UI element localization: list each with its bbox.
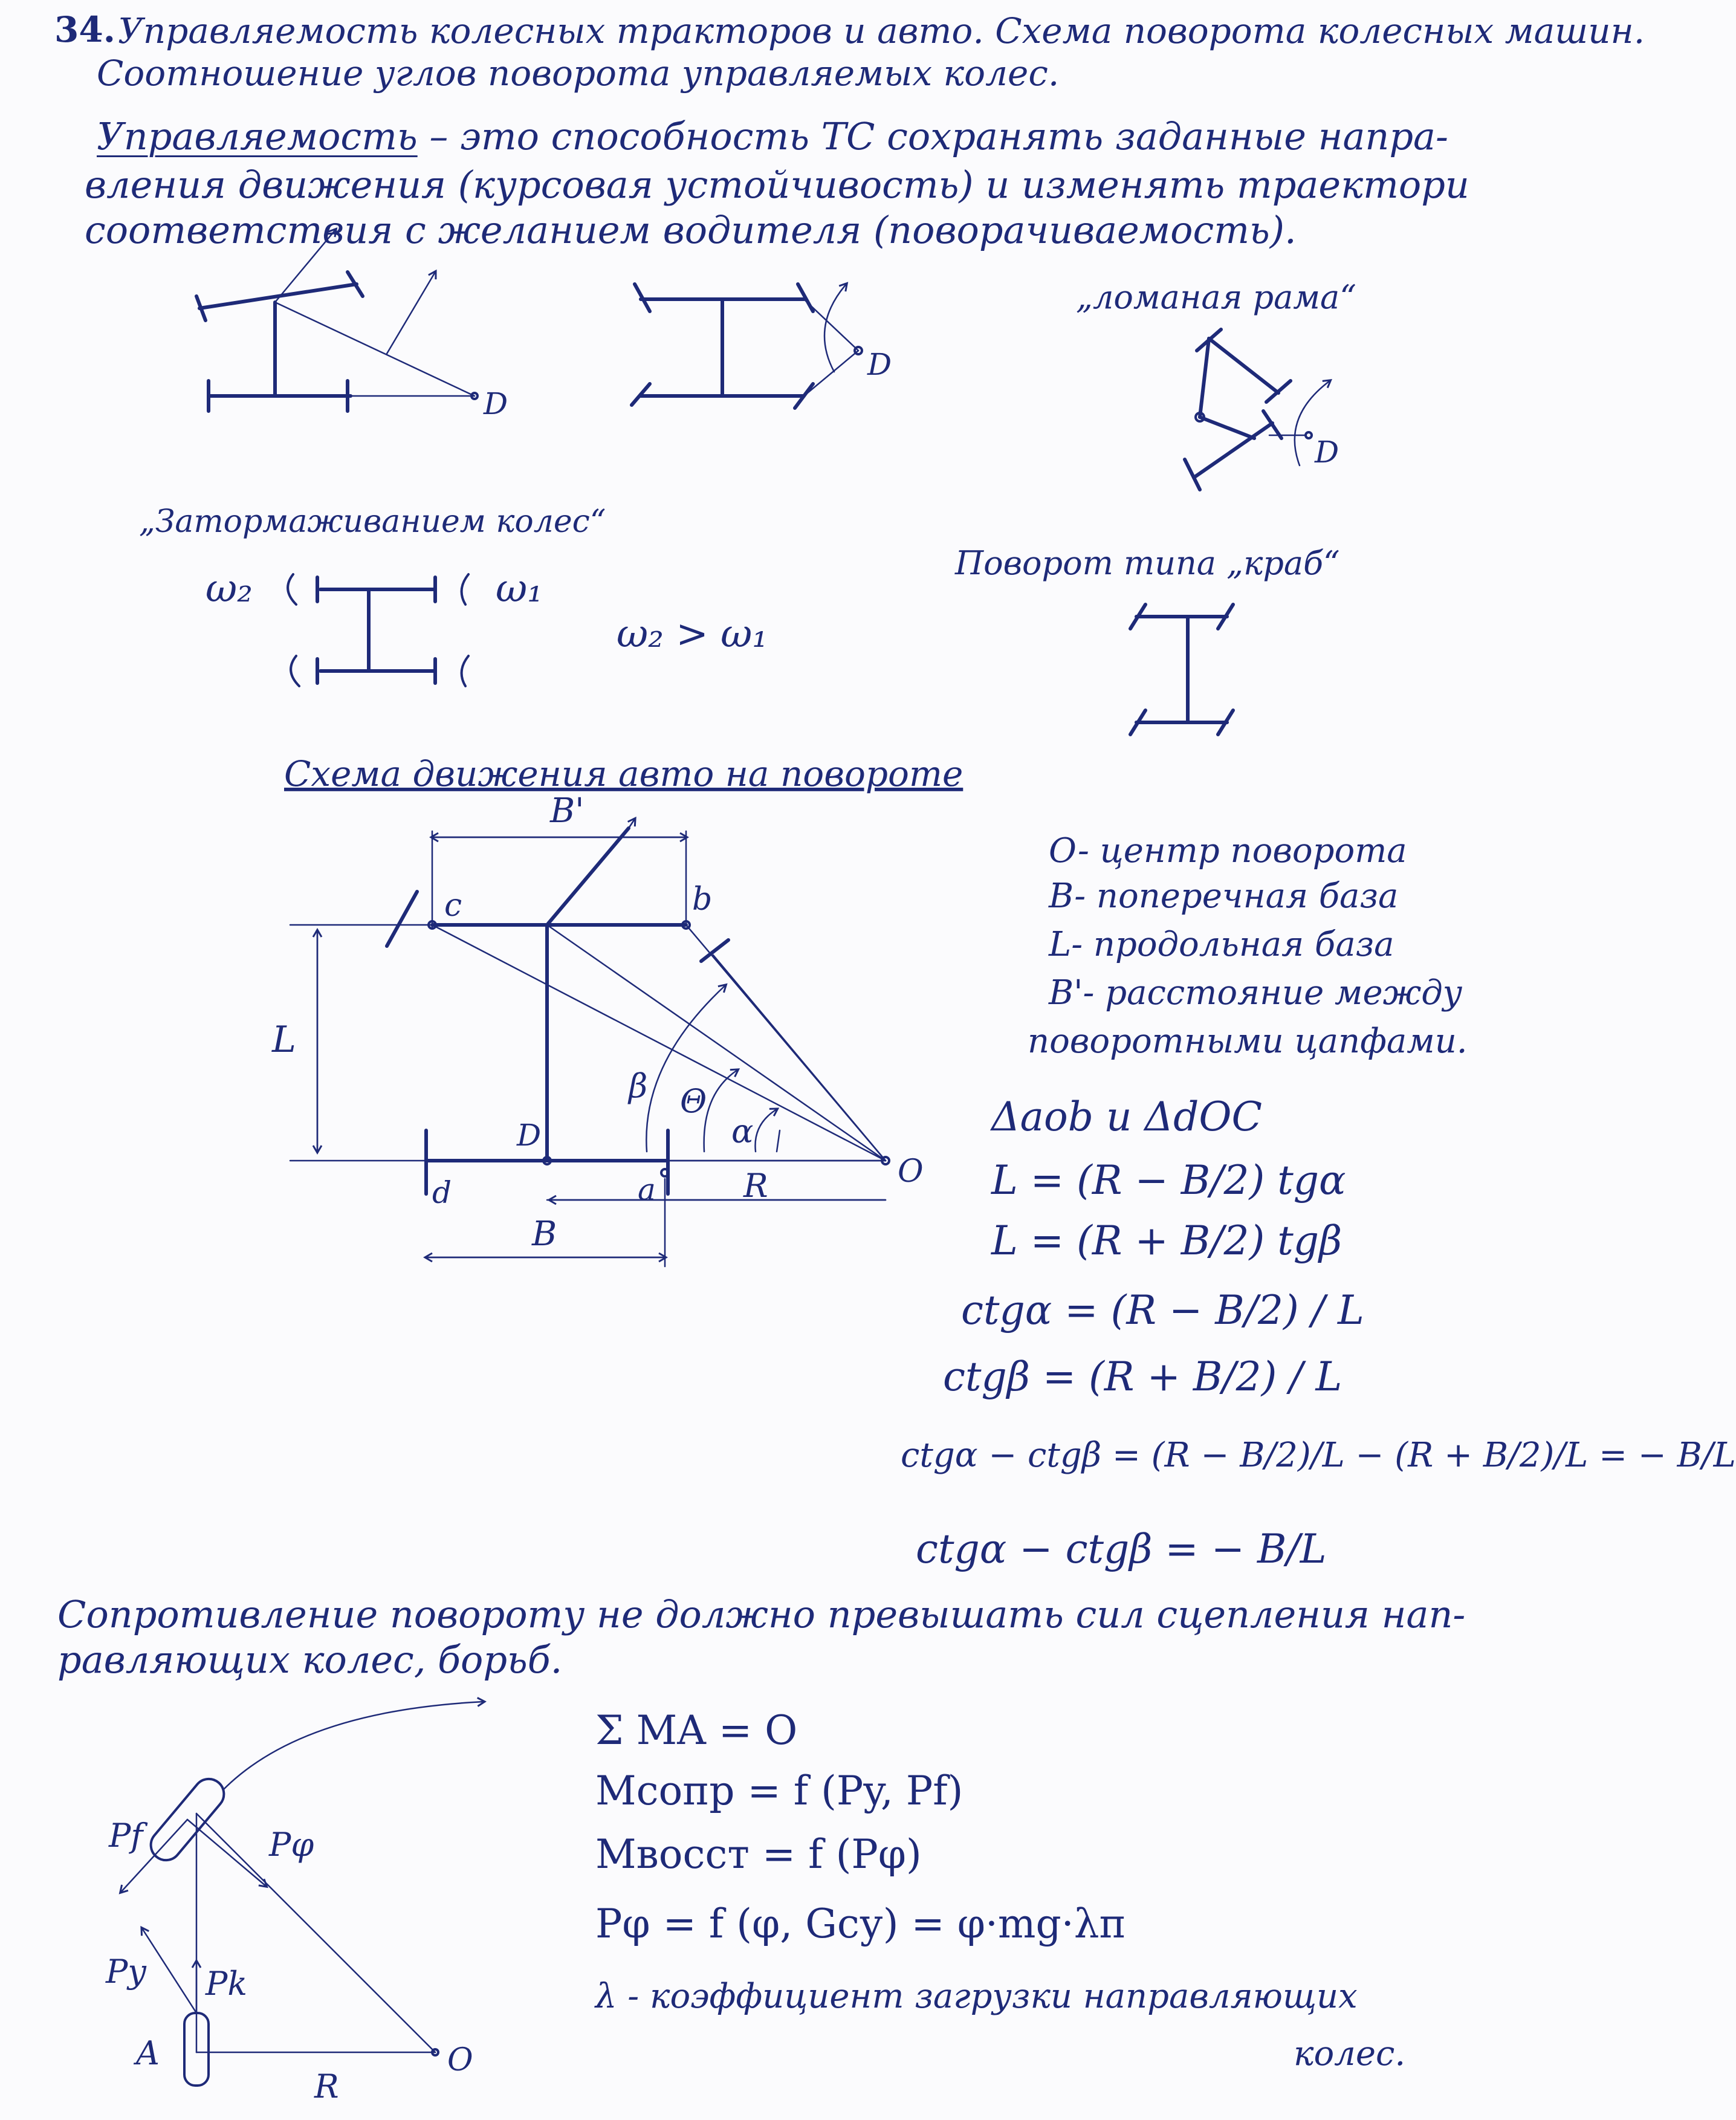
page-title-line2: Соотношение углов поворота управляемых колес.	[97, 53, 1060, 94]
label-B-prime: B'	[550, 791, 585, 831]
omega-relation: ω₂ > ω₁	[617, 612, 768, 656]
legend-line-3: L- продольная база	[1049, 925, 1394, 964]
label-O: O	[898, 1153, 924, 1190]
definition-line3: соответствия с желанием водителя (поворачиваемость).	[85, 208, 1297, 252]
omega2-label: ω₂	[206, 566, 253, 611]
label-Py: Py	[106, 1953, 146, 1991]
label-Pf: Pf	[109, 1817, 143, 1855]
label-b: b	[692, 881, 713, 918]
label-A: A	[136, 2034, 160, 2072]
resistance-line1: Сопротивление повороту не должно превышать сил сцепления нап-	[57, 1592, 1466, 1636]
equation-4: Pφ = f (φ, Gсу) = φ·mg·λп	[595, 1901, 1126, 1947]
label-B: B	[532, 1214, 557, 1254]
label-D-center: D	[517, 1118, 542, 1153]
label-O-bottom: O	[447, 2042, 473, 2078]
diagram-broken-frame	[1076, 278, 1356, 490]
legend-line-5: поворотными цапфами.	[1028, 1022, 1468, 1061]
turn-scheme-heading: Схема движения авто на повороте	[284, 753, 964, 794]
equation-1: Σ MA = O	[595, 1707, 798, 1754]
definition-text-1: – это способность ТС сохранять заданные напра-	[417, 114, 1448, 158]
formula-6: ctgα − ctgβ = − B/L	[916, 1526, 1327, 1572]
lambda-note-line2: колес.	[1294, 2034, 1406, 2073]
equation-2: Mсопр = f (Py, Pf)	[595, 1768, 964, 1814]
broken-frame-label: „ломаная рама“	[1076, 278, 1356, 316]
omega1-label: ω₁	[496, 566, 543, 611]
page-number: 34.	[54, 9, 115, 50]
label-L: L	[272, 1019, 296, 1061]
diagram-turn-scheme	[271, 753, 963, 1266]
label-beta: β	[629, 1067, 648, 1105]
lambda-note-line1: λ - коэффициент загрузки направляющих	[595, 1977, 1358, 2016]
diagram-front-steering	[196, 230, 508, 421]
diagram3-point-label: D	[1315, 435, 1339, 470]
label-Pk: Pk	[206, 1965, 248, 2003]
diagram-braking	[139, 504, 768, 686]
label-Pphi: Pφ	[269, 1826, 314, 1864]
crab-label: Поворот типа „краб“	[955, 544, 1340, 582]
formula-3: ctgα = (R − B/2) / L	[961, 1287, 1364, 1334]
formula-5: ctgα − ctgβ = (R − B/2)/L − (R + B/2)/L = − B/L	[901, 1436, 1736, 1475]
label-R: R	[743, 1167, 768, 1205]
legend-line-1: O- центр поворота	[1049, 831, 1407, 870]
equation-3: Mвосст = f (Pφ)	[595, 1831, 922, 1878]
formula-triangles: Δaob и ΔdOC	[991, 1094, 1262, 1140]
formula-1: L = (R − B/2) tgα	[991, 1157, 1346, 1204]
formula-4: ctgβ = (R + B/2) / L	[943, 1353, 1342, 1400]
label-d: d	[432, 1175, 452, 1210]
resistance-line2: равляющих колес, борьб.	[57, 1638, 563, 1682]
legend-line-4: B'- расстояние между	[1049, 973, 1463, 1013]
formula-2: L = (R + B/2) tgβ	[991, 1217, 1342, 1264]
label-theta: Θ	[680, 1082, 707, 1120]
definition-line2: вления движения (курсовая устойчивость) и изменять траектори	[85, 163, 1469, 207]
definition-term: Управляемость	[97, 114, 418, 158]
diagram-wheel-forces	[105, 1702, 484, 2105]
diagram-all-wheel-steering	[632, 284, 892, 408]
label-a: a	[638, 1172, 656, 1207]
label-R-bottom: R	[314, 2067, 339, 2105]
diagram-crab	[954, 544, 1340, 734]
page-title-line1: Управляемость колесных тракторов и авто. Схема поворота колесных машин.	[118, 10, 1645, 51]
diagram2-point-label: D	[867, 347, 892, 382]
legend-line-2: B- поперечная база	[1049, 877, 1399, 916]
label-alpha: α	[731, 1112, 754, 1150]
label-c: c	[444, 887, 462, 924]
diagram1-point-label: D	[484, 386, 508, 421]
braking-label: „Затормаживанием колес“	[139, 504, 606, 540]
